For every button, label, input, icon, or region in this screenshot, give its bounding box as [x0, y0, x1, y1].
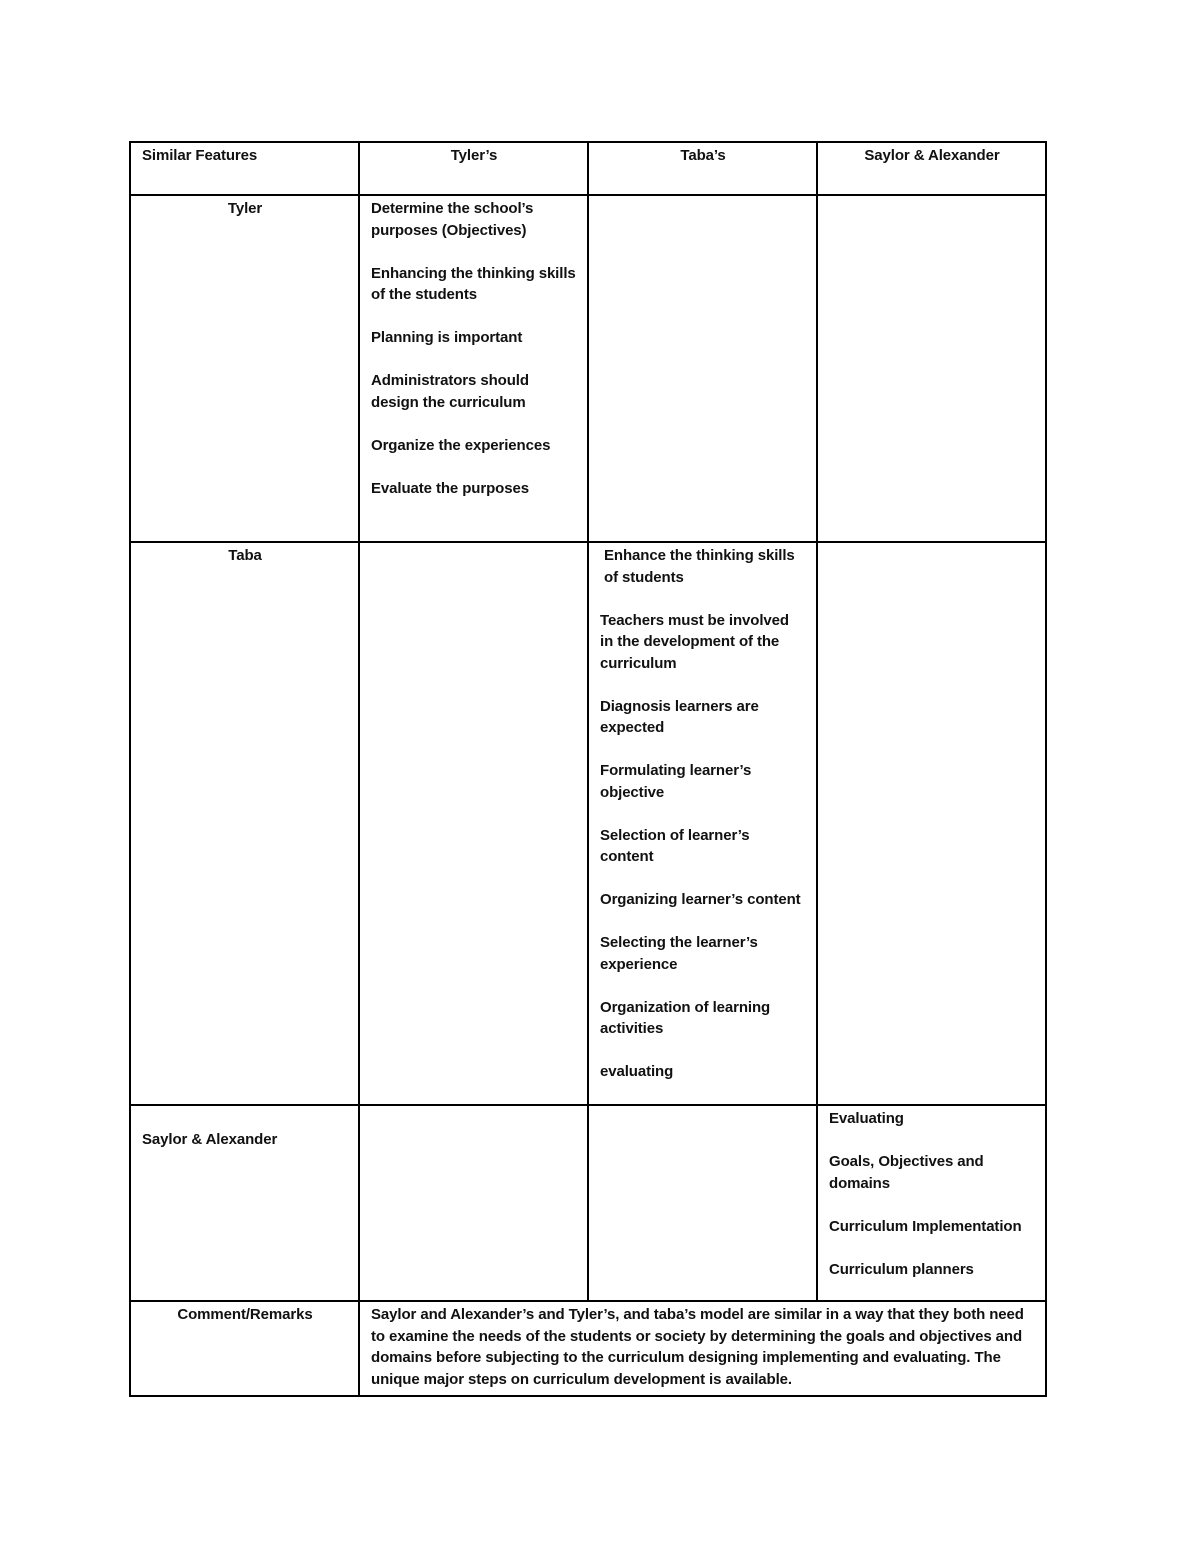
row-label-comment: Comment/Remarks — [130, 1301, 359, 1396]
list-item: Organization of learning activities — [600, 998, 771, 1037]
header-saylor-alexander: Saylor & Alexander — [817, 142, 1046, 195]
table-row-taba — [130, 542, 1046, 1105]
comment-remarks-text: Saylor and Alexander’s and Tyler’s, and taba’s model are similar in a way that they both need to examine the needs of the students or society by determining the goals and objectives and domains before subjecting to the curriculum designing implementing and evaluating. The unique major steps on curriculum development is available. — [371, 1306, 1024, 1389]
cell-taba-saylor — [817, 542, 1046, 1105]
list-item: Selecting the learner’s experience — [600, 934, 758, 973]
table-row-comment — [130, 1301, 1046, 1396]
cell-saylor-tylers — [359, 1105, 588, 1301]
cell-saylor-saylor — [817, 1105, 1046, 1301]
header-similar-features: Similar Features — [130, 142, 359, 195]
cell-saylor-tabas — [588, 1105, 817, 1301]
list-item: Goals, Objectives and domains — [829, 1153, 984, 1192]
cell-taba-tabas — [588, 542, 817, 1105]
list-item: Planning is important — [371, 329, 523, 346]
table-row-saylor — [130, 1105, 1046, 1301]
cell-comment-text — [359, 1301, 1046, 1396]
row-label-taba: Taba — [130, 542, 359, 1105]
row-label-saylor: Saylor & Alexander — [142, 1131, 278, 1148]
list-item: Curriculum Implementation — [829, 1217, 1022, 1235]
row-label-saylor-cell — [130, 1105, 359, 1301]
cell-tyler-tylers — [359, 195, 588, 542]
list-item: evaluating — [600, 1063, 674, 1080]
list-item: Diagnosis learners are expected — [600, 697, 759, 736]
row-label-tyler: Tyler — [130, 195, 359, 542]
header-tylers: Tyler’s — [359, 142, 588, 195]
cell-taba-tylers — [359, 542, 588, 1105]
cell-tyler-saylor — [817, 195, 1046, 542]
list-item: Administrators should design the curriculum — [371, 372, 529, 411]
table-row-tyler — [130, 195, 1046, 542]
list-item: Teachers must be involved in the development of the curriculum — [600, 611, 789, 672]
list-item: Selection of learner’s content — [600, 826, 750, 865]
comparison-table — [129, 141, 1047, 1397]
list-item: Organizing learner’s content — [600, 891, 801, 908]
list-item: Enhancing the thinking skills of the students — [371, 264, 576, 303]
list-item: Evaluating — [829, 1110, 904, 1127]
cell-tyler-tabas — [588, 195, 817, 542]
list-item: Organize the experiences — [371, 436, 551, 454]
list-item: Curriculum planners — [829, 1260, 974, 1278]
table-header-row — [130, 142, 1046, 195]
list-item: Evaluate the purposes — [371, 479, 529, 497]
list-item: Determine the school’s purposes (Objectives) — [371, 200, 534, 239]
list-item: Enhance the thinking skills of students — [604, 547, 795, 586]
list-item: Formulating learner’s objective — [600, 762, 752, 801]
header-tabas: Taba’s — [588, 142, 817, 195]
